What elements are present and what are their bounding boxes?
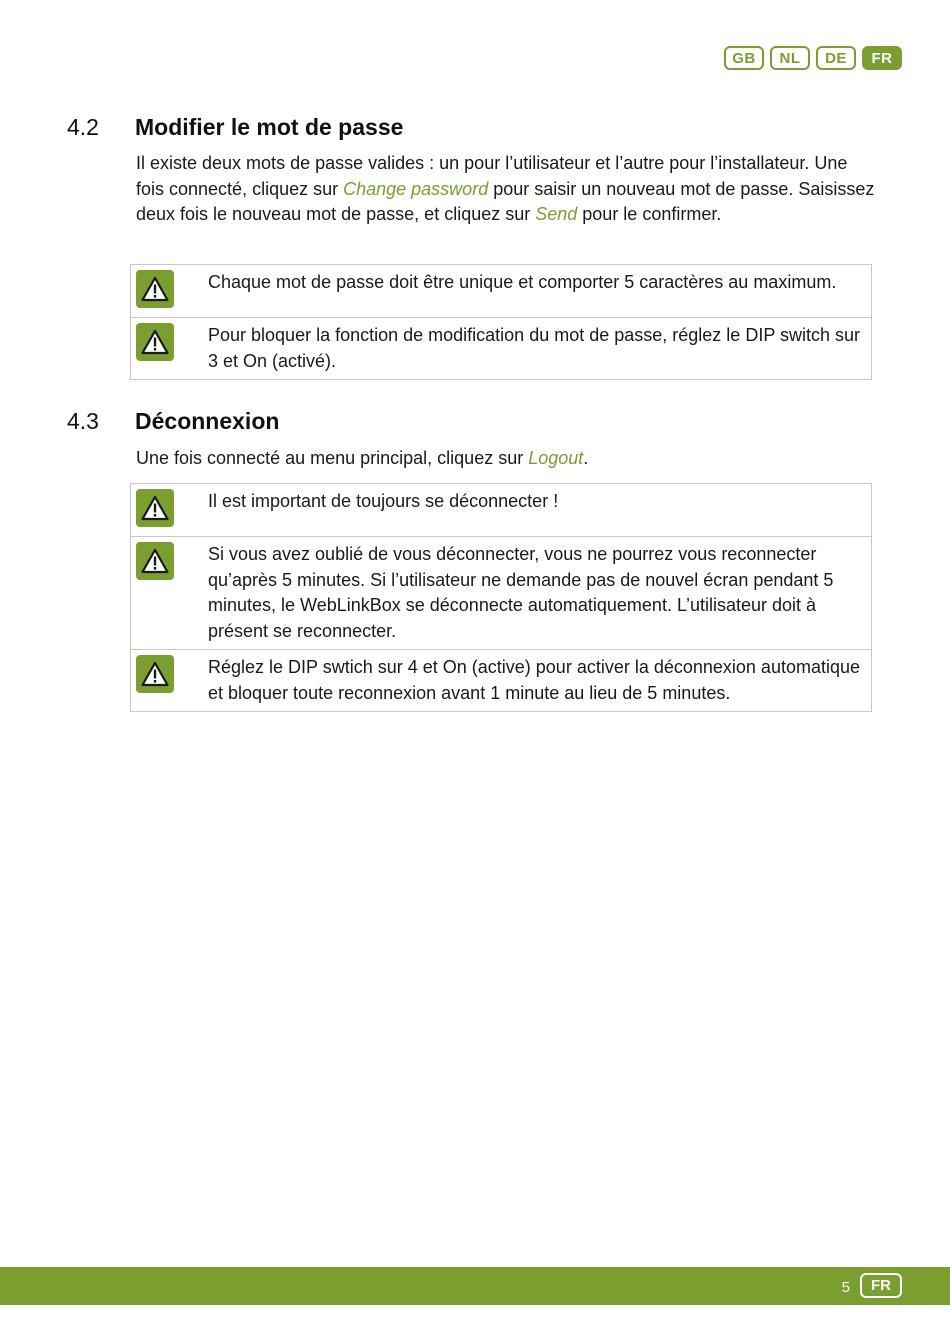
note-row xyxy=(131,265,871,317)
section-4-3-paragraph xyxy=(136,446,876,472)
note-text: Réglez le DIP swtich sur 4 et On (active) pour activer la déconnexion automatique et bloquer toute reconnexion avant 1 minute au lieu de 5 minutes. xyxy=(208,657,860,703)
note-row xyxy=(131,649,871,711)
note-text: Pour bloquer la fonction de modification du mot de passe, réglez le DIP switch sur 3 et On (activé). xyxy=(208,325,861,371)
language-tabs xyxy=(724,46,902,70)
warning-triangle-icon xyxy=(136,323,174,361)
section-4-2-paragraph xyxy=(136,151,876,228)
section-heading-4-3 xyxy=(67,408,279,435)
warning-triangle-icon xyxy=(136,489,174,527)
change-password-link[interactable]: Change password xyxy=(343,178,489,199)
note-text: Chaque mot de passe doit être unique et comporter 5 caractères au maximum. xyxy=(208,272,837,292)
section-number: 4.3 xyxy=(67,408,99,434)
page-number: 5 xyxy=(841,1279,850,1296)
section-number: 4.2 xyxy=(67,114,99,140)
paragraph-text: . xyxy=(583,448,589,468)
warning-triangle-icon xyxy=(136,542,174,580)
lang-tab-fr[interactable]: FR xyxy=(862,46,902,70)
note-row xyxy=(131,536,871,649)
paragraph-text: Il existe deux mots de passe valides : un pour l’utilisateur et l’autre pour l’installateur. Une fois connecté, cliquez sur xyxy=(136,153,848,199)
paragraph-text: pour le confirmer. xyxy=(577,204,722,224)
note-row xyxy=(131,317,871,379)
lang-tab-de[interactable]: DE xyxy=(816,46,856,70)
section-title: Modifier le mot de passe xyxy=(135,114,404,140)
footer-bar xyxy=(0,1267,950,1305)
lang-tab-gb[interactable]: GB xyxy=(724,46,764,70)
warning-triangle-icon xyxy=(136,270,174,308)
footer-lang-badge: FR xyxy=(860,1273,902,1298)
note-table-4-2 xyxy=(130,264,872,380)
warning-triangle-icon xyxy=(136,655,174,693)
paragraph-text: Une fois connecté au menu principal, cliquez sur xyxy=(136,448,529,468)
section-title: Déconnexion xyxy=(135,408,280,434)
send-link[interactable]: Send xyxy=(535,204,578,224)
logout-link[interactable]: Logout xyxy=(528,448,584,468)
paragraph-text: pour saisir un nouveau mot de passe. Saisissez deux fois le nouveau mot de passe, et cliquez sur xyxy=(136,178,875,224)
note-text: Si vous avez oublié de vous déconnecter, vous ne pourrez vous reconnecter qu’après 5 minutes. Si l’utilisateur ne demande pas de nouvel écran pendant 5 minutes, le WebLinkBox se déconnecte automatiquement. L’utilisateur doit à présent se reconnecter. xyxy=(208,544,834,641)
note-row xyxy=(131,484,871,536)
note-table-4-3 xyxy=(130,483,872,712)
section-heading-4-2 xyxy=(67,114,403,141)
note-text: Il est important de toujours se déconnecter ! xyxy=(208,491,559,511)
lang-tab-nl[interactable]: NL xyxy=(770,46,810,70)
